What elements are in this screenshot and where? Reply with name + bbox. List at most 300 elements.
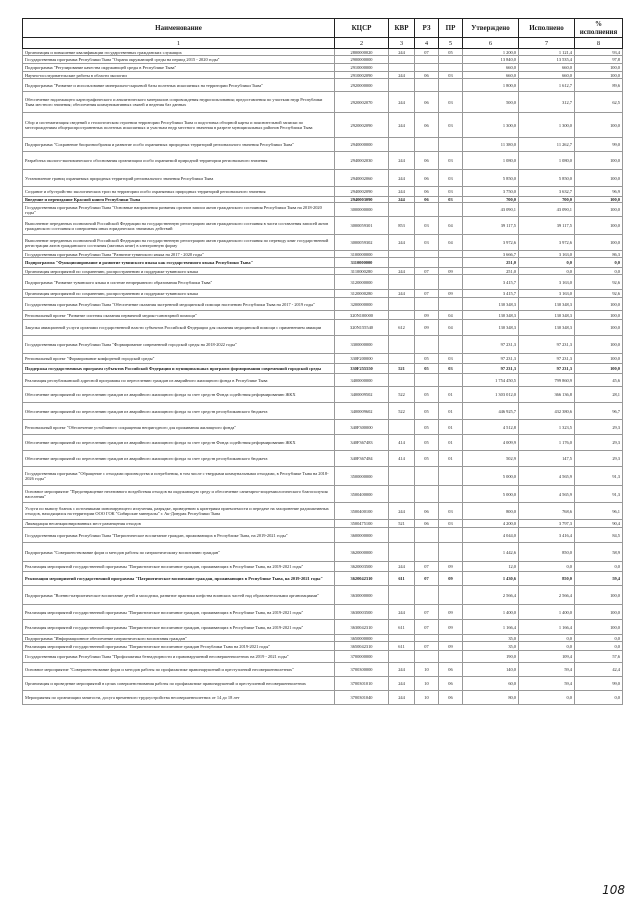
cell-kcsr: 3500400100	[335, 503, 389, 520]
cell-name: Подпрограмма "Развитие и использование минерально-сырьевой базы полезных ископаемых на территории Республики Тыва"	[23, 79, 335, 92]
cell-kvr: 244	[389, 290, 415, 298]
table-row	[23, 451, 623, 467]
cell-percent: 45,6	[575, 374, 623, 387]
cell-kvr: 244	[389, 562, 415, 572]
cell-executed: 3 797,3	[519, 520, 575, 528]
cell-kvr: 244	[389, 197, 415, 203]
cell-executed: 768,6	[519, 503, 575, 520]
cell-approved: 1 080,0	[463, 152, 519, 170]
cell-kvr: 244	[389, 677, 415, 691]
cell-percent: 100,0	[575, 354, 623, 364]
cell-percent: 29,3	[575, 435, 623, 451]
cell-name: Обеспечение мероприятий по переселению граждан из аварийного жилищного фонда за счет средств республиканского бюджета	[23, 403, 335, 420]
col-number: 7	[519, 38, 575, 49]
cell-executed: 312,7	[519, 92, 575, 113]
cell-rz: 10	[415, 663, 439, 677]
cell-name: Организация и повышение квалификации государственных гражданских служащих	[23, 49, 335, 56]
cell-percent: 90,4	[575, 520, 623, 528]
cell-kvr: 244	[389, 92, 415, 113]
cell-kcsr: 3630000000	[335, 586, 389, 605]
cell-executed: 432 380,6	[519, 403, 575, 420]
cell-pr: 03	[439, 92, 463, 113]
cell-kcsr: 3400000000	[335, 374, 389, 387]
cell-kcsr: 340F367483	[335, 435, 389, 451]
cell-executed: 5 850,0	[519, 170, 575, 187]
cell-kcsr: 2800000020	[335, 49, 389, 56]
cell-approved: 3 415,7	[463, 275, 519, 290]
cell-rz: 06	[415, 170, 439, 187]
cell-approved: 502,9	[463, 451, 519, 467]
cell-kvr	[389, 420, 415, 435]
cell-name: Организация мероприятий по сохранению, распространению и поддержке тувинского языка	[23, 268, 335, 275]
cell-pr: 04	[439, 311, 463, 320]
cell-name: Организация мероприятий по сохранению, распространению и поддержке тувинского языка	[23, 290, 335, 298]
table-row	[23, 364, 623, 374]
cell-approved: 3 415,7	[463, 290, 519, 298]
cell-kvr: 244	[389, 503, 415, 520]
cell-approved: 700,0	[463, 197, 519, 203]
cell-name: Реализация республиканской адресной программы по переселению граждан из аварийного жилищного фонда в Республике Тыва	[23, 374, 335, 387]
cell-kvr: 244	[389, 663, 415, 677]
cell-approved: 1 442,6	[463, 543, 519, 562]
cell-kcsr: 330F255550	[335, 364, 389, 374]
table-row	[23, 572, 623, 586]
cell-rz: 07	[415, 605, 439, 620]
table-row	[23, 56, 623, 64]
table-row	[23, 336, 623, 354]
cell-pr	[439, 374, 463, 387]
col-number: 3	[389, 38, 415, 49]
cell-executed: 3 632,7	[519, 187, 575, 197]
cell-percent: 99,0	[575, 677, 623, 691]
cell-percent: 100,0	[575, 113, 623, 138]
cell-rz: 06	[415, 197, 439, 203]
table-row	[23, 403, 623, 420]
cell-rz	[415, 635, 439, 642]
cell-kcsr: 3400009502	[335, 387, 389, 403]
cell-kcsr: 3110000000	[335, 258, 389, 268]
cell-rz	[415, 374, 439, 387]
cell-kcsr: 3000059301	[335, 217, 389, 235]
cell-approved: 2 566,4	[463, 586, 519, 605]
cell-executed: 850,0	[519, 543, 575, 562]
cell-percent: 100,0	[575, 170, 623, 187]
cell-executed: 0,0	[519, 635, 575, 642]
col-number: 1	[23, 38, 335, 49]
cell-pr: 03	[439, 503, 463, 520]
cell-kcsr: 3620000000	[335, 543, 389, 562]
cell-kvr: 522	[389, 387, 415, 403]
cell-pr: 09	[439, 605, 463, 620]
cell-rz: 05	[415, 387, 439, 403]
cell-rz	[415, 528, 439, 543]
cell-kcsr: 3650042310	[335, 642, 389, 651]
table-row	[23, 620, 623, 635]
cell-kvr: 611	[389, 572, 415, 586]
cell-percent: 86,3	[575, 251, 623, 258]
cell-rz: 07	[415, 290, 439, 298]
header-row	[23, 19, 623, 38]
cell-name: Обеспечение надлежащего картографического и аналитического материалов сопровождения недропользования; предоставления по участкам недр Республики Тыва местного значения; обеспечения коммуникативных связей и ведения баз данных	[23, 92, 335, 113]
cell-rz: 10	[415, 677, 439, 691]
cell-executed: 3 163,0	[519, 251, 575, 258]
cell-percent: 62,5	[575, 92, 623, 113]
table-row	[23, 562, 623, 572]
cell-name: Подпрограмма "Военно-патриотическое воспитание детей и молодежи, развитие практики шефства воинских частей над образовательными организациями"	[23, 586, 335, 605]
col-kvr-header: КВР	[389, 19, 415, 38]
cell-kvr	[389, 543, 415, 562]
cell-executed: 1 300,0	[519, 113, 575, 138]
cell-percent: 100,0	[575, 197, 623, 203]
cell-approved: 80,0	[463, 691, 519, 705]
cell-percent: 0,0	[575, 268, 623, 275]
cell-rz: 05	[415, 364, 439, 374]
cell-kvr: 244	[389, 187, 415, 197]
cell-name: Реализация мероприятий государственной программы "Патриотическое воспитание граждан, проживающих в Республике Тыва, на 2019-2021 годы"	[23, 572, 335, 586]
cell-executed: 97 231,3	[519, 336, 575, 354]
cell-name: Обеспечение мероприятий по переселению граждан из аварийного жилищного фонда за счет средств Фонда содействия реформированию ЖКХ	[23, 387, 335, 403]
cell-kcsr: 2920000000	[335, 79, 389, 92]
cell-kcsr: 3500475100	[335, 520, 389, 528]
cell-executed: 0,0	[519, 642, 575, 651]
cell-percent: 100,0	[575, 311, 623, 320]
cell-kvr	[389, 635, 415, 642]
cell-rz	[415, 336, 439, 354]
cell-name: Сбор и систематизация сведений о геологическом строении территории Республики Тыва и подготовка обзорной карты и пояснительной записки по месторождениям общераспространенных полезных ископаемых и участкам недр местного значения в разрезе муниципальных районов Республики Тыва	[23, 113, 335, 138]
cell-percent: 0,0	[575, 258, 623, 268]
cell-percent: 96,1	[575, 503, 623, 520]
cell-kvr	[389, 251, 415, 258]
cell-kcsr: 2940002030	[335, 152, 389, 170]
col-name-header: Наименование	[23, 19, 335, 38]
cell-kvr: 612	[389, 320, 415, 336]
table-row	[23, 586, 623, 605]
table-row	[23, 268, 623, 275]
cell-approved: 660,0	[463, 72, 519, 79]
cell-pr: 03	[439, 187, 463, 197]
col-percent-header: % исполнения	[575, 19, 623, 38]
cell-name: Региональный проект "Обеспечение устойчивого сокращения непригодного для проживания жилищного фонда"	[23, 420, 335, 435]
col-number: 5	[439, 38, 463, 49]
cell-rz	[415, 258, 439, 268]
cell-percent: 100,0	[575, 586, 623, 605]
cell-rz: 05	[415, 451, 439, 467]
table-row	[23, 152, 623, 170]
cell-pr: 06	[439, 691, 463, 705]
cell-percent: 57,6	[575, 651, 623, 663]
cell-approved: 800,0	[463, 503, 519, 520]
cell-kvr	[389, 79, 415, 92]
cell-rz	[415, 79, 439, 92]
cell-percent: 29,3	[575, 451, 623, 467]
cell-pr: 03	[439, 113, 463, 138]
col-number: 6	[463, 38, 519, 49]
cell-pr	[439, 586, 463, 605]
cell-executed: 3 416,4	[519, 528, 575, 543]
cell-percent: 42,4	[575, 663, 623, 677]
table-row	[23, 486, 623, 503]
cell-executed: 97 231,3	[519, 354, 575, 364]
cell-rz	[415, 275, 439, 290]
table-row	[23, 187, 623, 197]
cell-kvr: 244	[389, 113, 415, 138]
col-rz-header: РЗ	[415, 19, 439, 38]
cell-kcsr: 3500000000	[335, 467, 389, 486]
cell-kvr	[389, 528, 415, 543]
table-row	[23, 258, 623, 268]
cell-executed: 366 136,8	[519, 387, 575, 403]
cell-kcsr: 2910002090	[335, 72, 389, 79]
table-row	[23, 435, 623, 451]
cell-name: Мероприятия по организации занятости, досуга временного трудоустройства несовершеннолетних от 14 до 18 лет	[23, 691, 335, 705]
cell-rz	[415, 138, 439, 152]
cell-approved: 4 044,0	[463, 528, 519, 543]
cell-kcsr: 340F300000	[335, 420, 389, 435]
cell-percent: 0,0	[575, 635, 623, 642]
cell-executed: 39 117,5	[519, 217, 575, 235]
cell-pr	[439, 138, 463, 152]
cell-approved: 1 400,0	[463, 605, 519, 620]
cell-name: Реализация мероприятий государственной программы "Патриотическое воспитание граждан, проживающих в Республике Тыва, на 2019-2021 годы"	[23, 605, 335, 620]
cell-pr: 04	[439, 320, 463, 336]
cell-percent: 28,1	[575, 387, 623, 403]
table-row	[23, 275, 623, 290]
cell-kvr: 244	[389, 691, 415, 705]
cell-rz: 06	[415, 72, 439, 79]
table-row	[23, 311, 623, 320]
cell-name: Реализация мероприятий государственной программы "Патриотическое воспитание граждан, проживающих в Республике Тыва, на 2019-2021 годы"	[23, 562, 335, 572]
cell-kcsr: 2940002090	[335, 187, 389, 197]
cell-pr: 05	[439, 49, 463, 56]
cell-kvr: 244	[389, 268, 415, 275]
table-row	[23, 72, 623, 79]
cell-executed: 59,4	[519, 677, 575, 691]
cell-kvr	[389, 64, 415, 72]
cell-approved: 3 750,0	[463, 187, 519, 197]
cell-kcsr: 3120000000	[335, 275, 389, 290]
cell-executed: 3 972,6	[519, 235, 575, 251]
cell-executed: 4 565,9	[519, 467, 575, 486]
cell-kcsr: 3650000000	[335, 635, 389, 642]
cell-name: Подпрограмма "Развитие тувинского языка в системе непрерывного образования Республики Тыва"	[23, 275, 335, 290]
cell-kvr: 522	[389, 403, 415, 420]
cell-kcsr: 3700300000	[335, 663, 389, 677]
cell-kvr: 414	[389, 435, 415, 451]
cell-percent: 0,0	[575, 691, 623, 705]
cell-rz: 06	[415, 92, 439, 113]
cell-kvr	[389, 138, 415, 152]
cell-kcsr: 3630003500	[335, 605, 389, 620]
table-row	[23, 677, 623, 691]
cell-pr: 09	[439, 572, 463, 586]
cell-rz: 06	[415, 503, 439, 520]
cell-approved: 3 972,6	[463, 235, 519, 251]
cell-kcsr: 3620042310	[335, 572, 389, 586]
cell-kvr: 244	[389, 152, 415, 170]
cell-rz: 09	[415, 320, 439, 336]
cell-approved: 251,0	[463, 268, 519, 275]
cell-pr	[439, 258, 463, 268]
cell-kvr: 611	[389, 620, 415, 635]
cell-executed: 13 535,4	[519, 56, 575, 64]
table-row	[23, 663, 623, 677]
cell-name: Ликвидация несанкционированных мест размещения отходов	[23, 520, 335, 528]
cell-approved: 97 231,3	[463, 364, 519, 374]
cell-percent: 29,3	[575, 420, 623, 435]
cell-name: Введение и переиздание Красной книги Республики Тыва	[23, 197, 335, 203]
col-approved-header: Утверждено	[463, 19, 519, 38]
cell-kvr: 244	[389, 605, 415, 620]
cell-pr: 04	[439, 217, 463, 235]
cell-executed: 1 080,0	[519, 152, 575, 170]
cell-kcsr: 3600000000	[335, 528, 389, 543]
cell-pr: 04	[439, 235, 463, 251]
cell-approved: 60,0	[463, 677, 519, 691]
cell-percent: 100,0	[575, 620, 623, 635]
cell-percent: 100,0	[575, 64, 623, 72]
cell-rz	[415, 543, 439, 562]
table-row	[23, 543, 623, 562]
table-row	[23, 217, 623, 235]
cell-rz: 03	[415, 235, 439, 251]
table-row	[23, 420, 623, 435]
cell-percent: 99,0	[575, 138, 623, 152]
cell-percent: 100,0	[575, 152, 623, 170]
cell-rz	[415, 467, 439, 486]
cell-pr: 03	[439, 72, 463, 79]
table-row	[23, 113, 623, 138]
cell-kvr: 414	[389, 451, 415, 467]
cell-approved: 5 850,0	[463, 170, 519, 187]
cell-approved: 5 000,0	[463, 467, 519, 486]
cell-pr: 03	[439, 520, 463, 528]
col-number: 8	[575, 38, 623, 49]
cell-pr: 06	[439, 677, 463, 691]
cell-pr: 09	[439, 562, 463, 572]
cell-kcsr: 3120000280	[335, 290, 389, 298]
cell-approved: 140,0	[463, 663, 519, 677]
cell-executed: 130 348,3	[519, 320, 575, 336]
cell-kcsr: 3400009602	[335, 403, 389, 420]
cell-rz: 07	[415, 268, 439, 275]
cell-kvr: 244	[389, 72, 415, 79]
cell-executed: 1 400,0	[519, 605, 575, 620]
cell-pr: 03	[439, 354, 463, 364]
table-row	[23, 138, 623, 152]
table-row	[23, 79, 623, 92]
cell-executed: 3 163,0	[519, 290, 575, 298]
cell-percent: 100,0	[575, 320, 623, 336]
cell-rz: 07	[415, 620, 439, 635]
cell-executed: 0,0	[519, 691, 575, 705]
cell-rz: 06	[415, 520, 439, 528]
cell-executed: 850,0	[519, 572, 575, 586]
cell-rz	[415, 486, 439, 503]
cell-pr: 03	[439, 170, 463, 187]
cell-approved: 1 754 450,5	[463, 374, 519, 387]
cell-executed: 97 231,3	[519, 364, 575, 374]
cell-approved: 3 666,7	[463, 251, 519, 258]
cell-name: Основное мероприятие "Совершенствование форм и методов работы по профилактике правонарушений и преступлений несовершеннолетних"	[23, 663, 335, 677]
cell-approved: 39 117,5	[463, 217, 519, 235]
cell-kcsr: 3620003500	[335, 562, 389, 572]
cell-percent: 0,0	[575, 642, 623, 651]
table-row	[23, 49, 623, 56]
cell-executed: 4 565,9	[519, 486, 575, 503]
col-number: 4	[415, 38, 439, 49]
cell-name: Региональный проект "Формирование комфортной городской среды"	[23, 354, 335, 364]
table-row	[23, 298, 623, 311]
cell-rz: 07	[415, 642, 439, 651]
table-row	[23, 251, 623, 258]
cell-name: Подпрограмма "Регулирование качества окружающей среды в Республике Тыва"	[23, 64, 335, 72]
cell-approved: 130 348,3	[463, 311, 519, 320]
cell-rz	[415, 251, 439, 258]
cell-rz: 06	[415, 113, 439, 138]
cell-name: Подпрограмма "Функционирование и развитие тувинского языка как государственного языка Республики Тыва"	[23, 258, 335, 268]
cell-name: Государственная программа Республики Тыва "Патриотическое воспитание граждан, проживающих в Республике Тыва, на 2019-2021 годы"	[23, 528, 335, 543]
cell-approved: 43 090,1	[463, 203, 519, 217]
cell-name: Государственная программа Республики Тыва "Обеспечение оказания экстренной медицинской помощи населению Республики Тыва на 2017 - 2019 годы"	[23, 298, 335, 311]
col-number: 2	[335, 38, 389, 49]
cell-pr: 01	[439, 435, 463, 451]
cell-name: Поддержка государственных программ субъектов Российской Федерации и муниципальных программ формирования современной городской среды	[23, 364, 335, 374]
cell-kcsr: 330F200000	[335, 354, 389, 364]
cell-rz	[415, 651, 439, 663]
cell-kvr: 853	[389, 217, 415, 235]
cell-kcsr: 3630042310	[335, 620, 389, 635]
cell-approved: 1 800,0	[463, 79, 519, 92]
budget-document	[22, 18, 622, 705]
cell-name: Государственная программа Республики Тыва "Основные направления развития органов записи актов гражданского состояния Республики Тыва на 2018-2020 годы"	[23, 203, 335, 217]
cell-name: Выполнение переданных полномочий Российской Федерации на государственную регистрацию актов гражданского состояния в части составления записей актов гражданского состояния и совершения иных юридических значимых действий	[23, 217, 335, 235]
cell-kvr	[389, 336, 415, 354]
cell-executed: 59,4	[519, 663, 575, 677]
cell-kvr	[389, 56, 415, 64]
cell-percent: 100,0	[575, 364, 623, 374]
cell-kvr: 521	[389, 364, 415, 374]
cell-approved: 11 380,0	[463, 138, 519, 152]
cell-executed: 0,0	[519, 258, 575, 268]
cell-executed: 660,0	[519, 72, 575, 79]
cell-approved: 4 009,9	[463, 435, 519, 451]
cell-rz: 05	[415, 403, 439, 420]
cell-name: Государственная программа Республики Тыва "Формирование современной городской среды на 2018-2022 годы"	[23, 336, 335, 354]
cell-name: Подпрограмма "Информационное обеспечение патриотического воспитания граждан"	[23, 635, 335, 642]
cell-kcsr: 3200000000	[335, 298, 389, 311]
cell-pr: 01	[439, 420, 463, 435]
cell-executed: 3 163,0	[519, 275, 575, 290]
table-row	[23, 320, 623, 336]
cell-kvr: 244	[389, 235, 415, 251]
cell-pr: 03	[439, 364, 463, 374]
cell-executed: 1 176,0	[519, 435, 575, 451]
cell-approved: 251,0	[463, 258, 519, 268]
cell-kvr	[389, 258, 415, 268]
cell-kcsr: 2940003090	[335, 197, 389, 203]
cell-executed: 700,0	[519, 197, 575, 203]
cell-kcsr: 3700301040	[335, 691, 389, 705]
table-row	[23, 467, 623, 486]
cell-percent: 100,0	[575, 72, 623, 79]
cell-name: Реализация мероприятий государственной программы "Патриотическое воспитание граждан, проживающих в Республике Тыва, на 2019-2021 годы"	[23, 620, 335, 635]
cell-percent: 100,0	[575, 203, 623, 217]
cell-executed: 0,0	[519, 562, 575, 572]
cell-kcsr: 3300000000	[335, 336, 389, 354]
cell-name: Выполнение переданных полномочий Российской Федерации на государственную регистрацию актов гражданского состояния по переводу книг государственной регистрации актов гражданского состояния (актовых книг) в электронную форму	[23, 235, 335, 251]
cell-kcsr: 3700301010	[335, 677, 389, 691]
table-row	[23, 528, 623, 543]
